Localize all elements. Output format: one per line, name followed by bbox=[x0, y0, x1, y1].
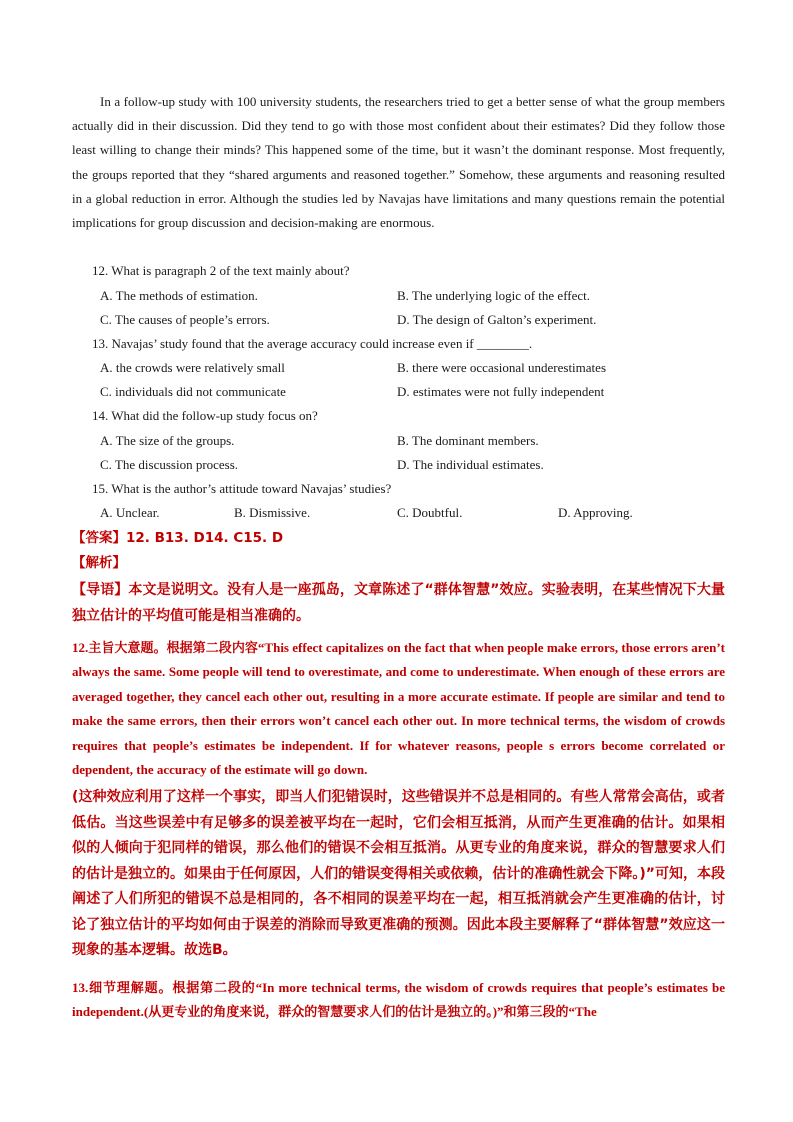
question-14-option-c: C. The discussion process. bbox=[100, 457, 239, 472]
question-15-option-b: B. Dismissive. bbox=[234, 505, 311, 520]
answer-key: 【答案】12. B13. D14. C15. D bbox=[72, 530, 284, 546]
analysis-heading: 【解析】 bbox=[72, 555, 126, 571]
question-13-option-b: B. there were occasional underestimates bbox=[397, 360, 606, 375]
question-12-option-d: D. The design of Galton’s experiment. bbox=[397, 312, 597, 327]
question-12-option-a: A. The methods of estimation. bbox=[100, 288, 258, 303]
question-14-option-b: B. The dominant members. bbox=[397, 433, 539, 448]
passage-paragraph: In a follow-up study with 100 university students, the researchers tried to get a better sense of what the group members actually did in their discussion. Did they tend to go with those most confident about their estimates? Did they follow those least willing to change their minds? This happened some of the time, but it wasn’t the dominant response. Most frequently, the groups reported that they “shared arguments and reasoned together.” Somehow, these arguments and reasoning resulted in a global reduction in error. Although the studies led by Navajas have limitations and many questions remain the potential implications for group discussion and decision-making are enormous. bbox=[72, 94, 725, 231]
question-12-option-c: C. The causes of people’s errors. bbox=[100, 312, 270, 327]
question-13-option-d: D. estimates were not fully independent bbox=[397, 384, 605, 399]
question-13-option-a: A. the crowds were relatively small bbox=[100, 360, 285, 375]
q12-analysis-chinese: (这种效应利用了这样一个事实，即当人们犯错误时，这些错误并不总是相同的。有些人常常会高估，或者低估。当这些误差中有足够多的误差被平均在一起时，它们会相互抵消，从而产生更准确的估计。如果相似的人倾向于犯同样的错误，那么他们的错误不会相互抵消。从更专业的角度来说，群众的智慧要求人们的估计是独立的。如果由于任何原因，人们的错误变得相关或依赖，估计的准确性就会下降。)”可知，本段阐述了人们所犯的错误不总是相同的，各不相同的误差平均在一起，相互抵消就会产生更准确的估计，讨论了独立估计的平均如何由于误差的消除而导致更准确的预测。因此本段主要解释了“群体智慧”效应这一现象的基本逻辑。故选B。 bbox=[72, 789, 725, 958]
question-12-option-b: B. The underlying logic of the effect. bbox=[397, 288, 591, 303]
question-13-stem: 13. Navajas’ study found that the average accuracy could increase even if ________. bbox=[92, 336, 533, 351]
question-14-option-a: A. The size of the groups. bbox=[100, 433, 235, 448]
question-15-option-d: D. Approving. bbox=[558, 505, 633, 520]
q12-analysis-english: 12.主旨大意题。根据第二段内容“This effect capitalizes on the fact that when people make errors, those errors aren’t always the same. Some people will tend to overestimate, and come to underestimate. When enough of these errors are averaged together, they cancel each other out, resulting in a more accurate estimate. If people are similar and tend to make the same errors, then their errors won’t cancel each other out. In more technical terms, the wisdom of crowds requires that people’s estimates be independent. If for whatever reasons, people s errors become correlated or dependent, the accuracy of the estimate will go down. bbox=[72, 640, 725, 778]
question-13-option-c: C. individuals did not communicate bbox=[100, 384, 286, 399]
question-15-stem: 15. What is the author’s attitude toward Navajas’ studies? bbox=[92, 481, 392, 496]
question-14-stem: 14. What did the follow-up study focus on? bbox=[92, 408, 318, 423]
question-12-stem: 12. What is paragraph 2 of the text mainly about? bbox=[92, 263, 350, 278]
guide-text: 【导语】本文是说明文。没有人是一座孤岛，文章陈述了“群体智慧”效应。实验表明，在某些情况下大量独立估计的平均值可能是相当准确的。 bbox=[72, 582, 725, 624]
question-15-option-c: C. Doubtful. bbox=[397, 505, 463, 520]
question-14-option-d: D. The individual estimates. bbox=[397, 457, 544, 472]
question-15-option-a: A. Unclear. bbox=[100, 505, 160, 520]
q13-analysis: 13.细节理解题。根据第二段的“In more technical terms, the wisdom of crowds requires that people’s estimates be independent.(从更专业的角度来说，群众的智慧要求人们的估计是独立的。)”和第三段的“The bbox=[72, 980, 725, 1020]
